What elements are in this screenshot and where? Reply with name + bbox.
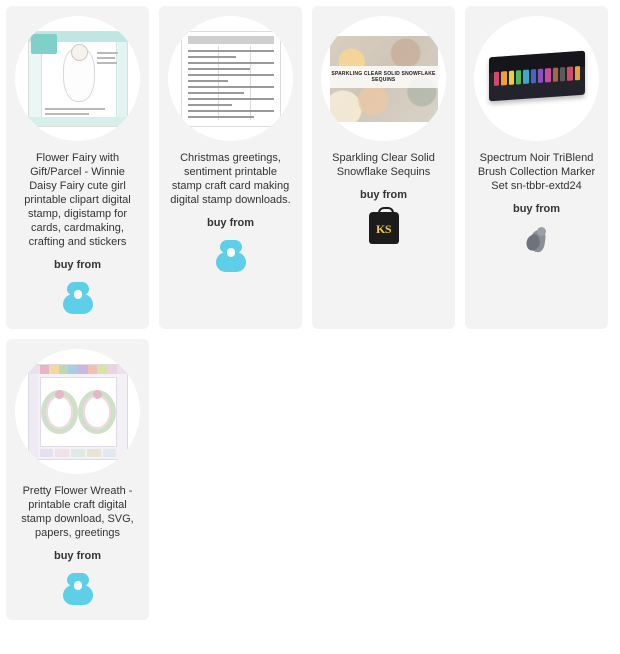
product-thumbnail[interactable] [474, 16, 599, 141]
kitchen-shop-icon[interactable] [367, 211, 401, 245]
product-card[interactable] [159, 6, 302, 329]
big-cartel-icon[interactable] [61, 281, 95, 315]
product-card[interactable] [312, 6, 455, 329]
product-card[interactable] [465, 6, 608, 329]
product-title: Sparkling Clear Solid Snowflake Sequins [332, 152, 435, 178]
product-title: Pretty Flower Wreath - printable craft digital stamp download, SVG, papers, greetings [21, 485, 134, 539]
fairy-digital-stamp-image [28, 31, 128, 127]
product-thumbnail[interactable] [15, 349, 140, 474]
buy-from-label: buy from [206, 217, 255, 229]
product-card[interactable] [6, 339, 149, 620]
bird-shop-icon[interactable] [520, 225, 554, 259]
flower-wreath-editor-image [28, 364, 128, 460]
product-thumbnail[interactable] [168, 16, 293, 141]
product-card[interactable] [6, 6, 149, 329]
christmas-sentiments-sheet-image [181, 31, 281, 127]
kitchen-shop-logo-text: KS [375, 222, 391, 236]
product-title: Flower Fairy with Gift/Parcel - Winnie Daisy Fairy cute girl printable clipart digital stamp, digistamp for cards, cardmaking, crafting and stickers [24, 152, 131, 248]
product-thumbnail[interactable] [15, 16, 140, 141]
product-title: Spectrum Noir TriBlend Brush Collection Marker Set sn-tbbr-extd24 [477, 152, 596, 192]
thumbnail-caption: SPARKLING CLEAR SOLID SNOWFLAKE SEQUINS [331, 70, 436, 83]
buy-from-label: buy from [53, 550, 102, 562]
product-thumbnail[interactable] [321, 16, 446, 141]
buy-from-label: buy from [359, 189, 408, 201]
product-title: Christmas greetings, sentiment printable stamp craft card making digital stamp downloads. [170, 152, 291, 206]
marker-set-box-image [483, 36, 591, 122]
big-cartel-icon[interactable] [61, 572, 95, 606]
snowflake-sequins-image [330, 36, 438, 122]
buy-from-label: buy from [53, 259, 102, 271]
big-cartel-icon[interactable] [214, 239, 248, 273]
buy-from-label: buy from [512, 203, 561, 215]
